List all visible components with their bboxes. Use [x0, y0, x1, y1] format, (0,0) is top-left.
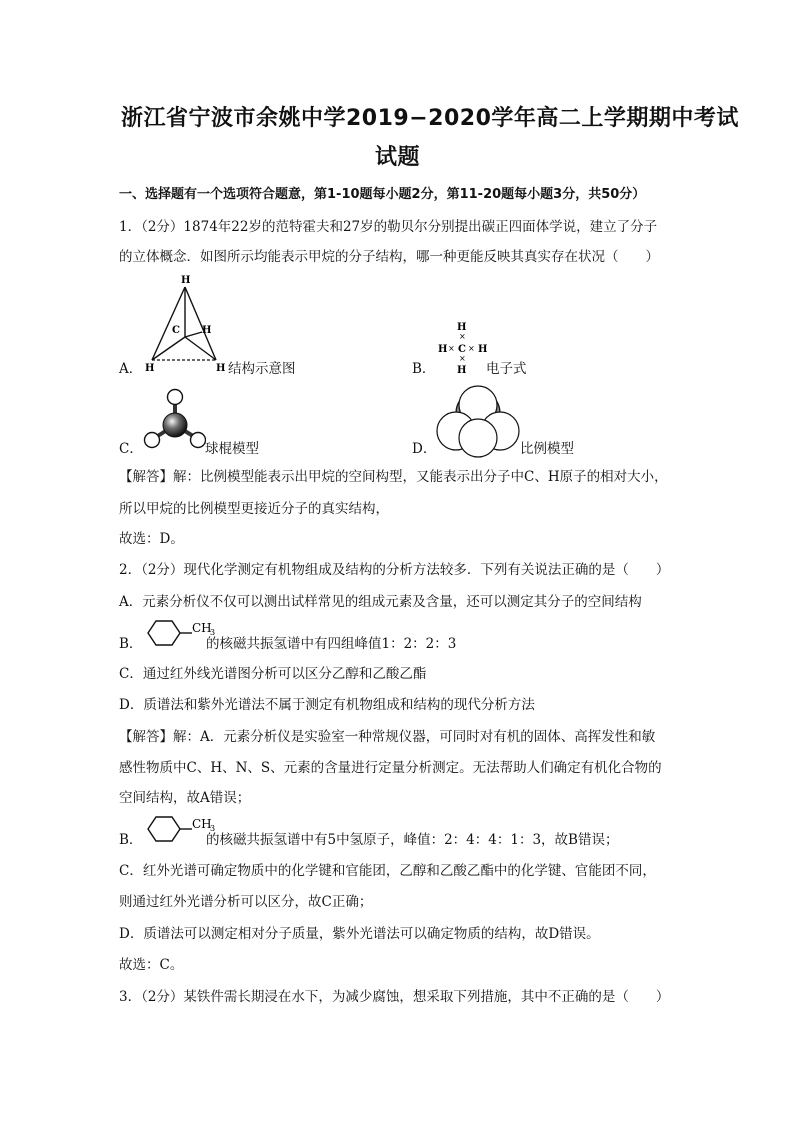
q2-answer-b-text: 的核磁共振氢谱中有5中氢原子，峰值：2：4：4：1：3，故B错误；: [206, 832, 619, 848]
page-title-continued: 试题: [375, 145, 421, 170]
electron-dot-formula: [436, 318, 490, 376]
q2-option-c: C．通过红外线光谱图分析可以区分乙醇和乙酸乙酯: [119, 666, 427, 682]
q2-answer-choice: 故选：C。: [119, 957, 184, 973]
q1-option-d-letter: D．: [412, 441, 437, 457]
svg-text:3: 3: [210, 824, 216, 833]
q2-option-b-letter: B．: [119, 636, 143, 652]
svg-text:H: H: [438, 344, 448, 355]
q1-stem-line1: 1．（2分）1874年22岁的范特霍夫和27岁的勒贝尔分别提出碳正四面体学说，建立了分子: [119, 219, 658, 235]
svg-text:×: ×: [448, 344, 455, 353]
q2-answer-b-letter: B．: [119, 832, 143, 848]
atom-label-h: H: [202, 325, 212, 336]
atom-label-c: C: [172, 325, 180, 336]
q2-answer-line2: 感性物质中C、H、N、S、元素的含量进行定量分析测定。无法帮助人们确定有机化合物的: [119, 760, 662, 776]
ball-and-stick-model: [142, 387, 206, 453]
q1-answer-line2: 所以甲烷的比例模型更接近分子的真实结构，: [119, 501, 389, 517]
q1-option-a-letter: A．: [119, 361, 143, 377]
q1-option-b-letter: B．: [412, 361, 436, 377]
svg-text:3: 3: [210, 628, 216, 637]
atom-label-h: H: [145, 363, 155, 374]
space-filling-model: [434, 383, 522, 459]
svg-text:×: ×: [468, 344, 475, 353]
q2-option-d: D．质谱法和紫外光谱法不属于测定有机物组成和结构的现代分析方法: [119, 697, 535, 713]
q1-option-a-caption: 结构示意图: [228, 361, 296, 377]
atom-label-h: H: [181, 275, 191, 286]
svg-text:×: ×: [459, 354, 466, 363]
q2-option-b-text: 的核磁共振氢谱中有四组峰值1：2：2：3: [206, 636, 457, 652]
svg-text:H: H: [478, 344, 488, 355]
q2-answer-line3: 空间结构，故A错误；: [119, 790, 251, 806]
q3-stem: 3．（2分）某铁件需长期浸在水下，为减少腐蚀，想采取下列措施，其中不正确的是（ ）: [119, 989, 670, 1005]
q1-answer-line1: 【解答】解：比例模型能表示出甲烷的空间构型，又能表示出分子中C、H原子的相对大小，: [119, 469, 668, 485]
svg-text:CH: CH: [192, 621, 212, 635]
q2-answer-d: D．质谱法可以测定相对分子质量，紫外光谱法可以确定物质的结构，故D错误。: [119, 926, 600, 942]
q1-answer-choice: 故选：D。: [119, 531, 184, 547]
q2-answer-c-line2: 则通过红外光谱分析可以区分，故C正确；: [119, 894, 373, 910]
methane-structure-diagram: [140, 272, 232, 374]
q1-option-b-caption: 电子式: [486, 361, 527, 377]
q2-option-a: A．元素分析仪不仅可以测出试样常见的组成元素及含量，还可以测定其分子的空间结构: [119, 594, 642, 610]
section-header: 一、选择题有一个选项符合题意，第1-10题每小题2分，第11-20题每小题3分，共50分）: [119, 187, 646, 202]
q2-answer-line1: 【解答】解：A．元素分析仪是实验室一种常规仪器，可同时对有机的固体、高挥发性和敏: [119, 729, 656, 745]
svg-text:H: H: [457, 322, 467, 333]
q1-option-c-caption: 球棍模型: [205, 441, 259, 457]
atom-label-h: H: [216, 363, 226, 374]
q2-answer-c-line1: C．红外光谱可确定物质中的化学键和官能团，乙醇和乙酸乙酯中的化学键、官能团不同，: [119, 863, 656, 879]
q1-stem-line2: 的立体概念．如图所示均能表示甲烷的分子结构，哪一种更能反映其真实存在状况（ ）: [119, 249, 659, 265]
page-title: 浙江省宁波市余姚中学2019−2020学年高二上学期期中考试: [121, 106, 739, 131]
svg-text:C: C: [458, 344, 466, 355]
svg-text:CH: CH: [192, 817, 212, 831]
svg-text:×: ×: [459, 332, 466, 341]
q1-option-d-caption: 比例模型: [520, 441, 574, 457]
q1-option-c-letter: C．: [119, 441, 143, 457]
svg-text:H: H: [457, 365, 467, 376]
q2-stem: 2．（2分）现代化学测定有机物组成及结构的分析方法较多．下列有关说法正确的是（ ）: [119, 562, 670, 578]
